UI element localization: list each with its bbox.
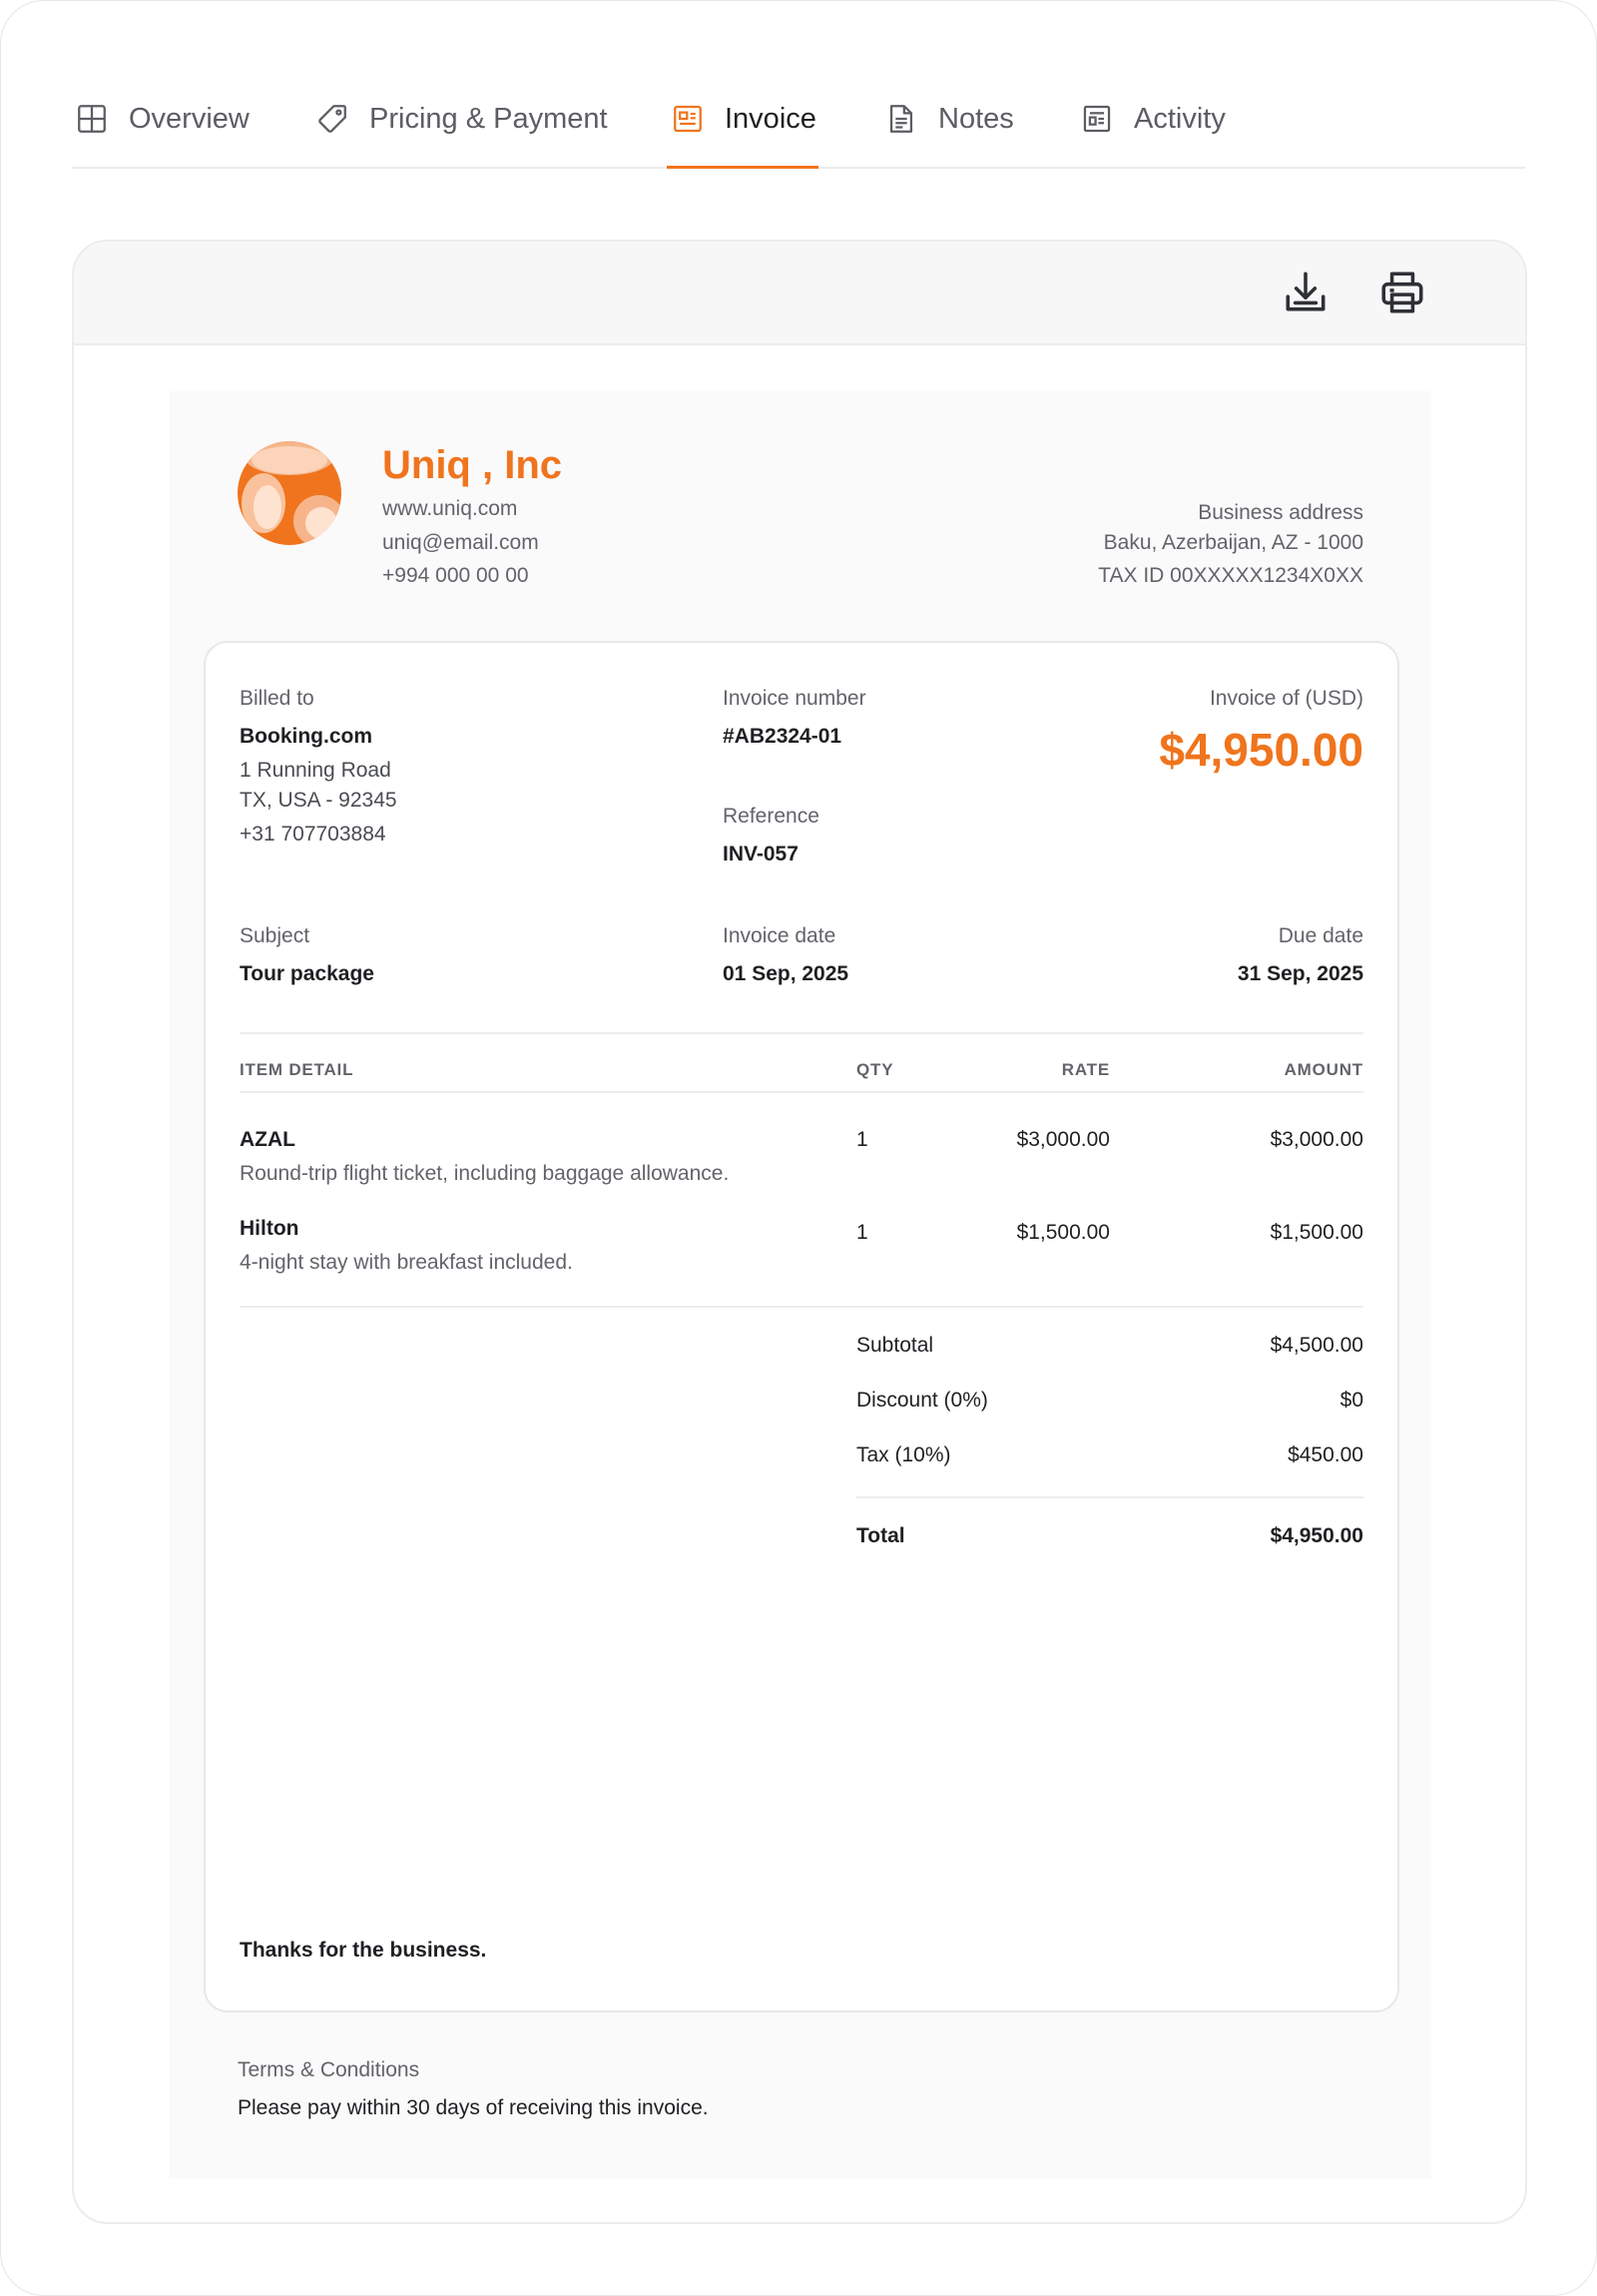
tab-label: Invoice	[725, 103, 816, 135]
header-rate: RATE	[1061, 1060, 1110, 1079]
invoice-number-label: Invoice number	[723, 687, 866, 710]
tab-invoice[interactable]	[671, 88, 816, 167]
terms-text: Please pay within 30 days of receiving this invoice.	[238, 2096, 709, 2119]
item-rate: $1,500.00	[1016, 1221, 1110, 1244]
tax-value: $450.00	[1288, 1443, 1363, 1466]
tag-icon	[315, 102, 349, 136]
tax-id: TAX ID 00XXXXX1234X0XX	[1098, 564, 1363, 587]
item-qty: 1	[856, 1221, 868, 1244]
invoice-details-panel	[204, 641, 1399, 2012]
invoice-icon	[671, 102, 705, 136]
terms-title: Terms & Conditions	[238, 2058, 420, 2081]
subtotal-value: $4,500.00	[1270, 1334, 1363, 1357]
billed-to-label: Billed to	[240, 687, 314, 710]
print-button[interactable]	[1377, 268, 1427, 317]
invoice-document	[170, 391, 1431, 2178]
tab-bar	[72, 88, 1525, 169]
tab-label: Notes	[938, 103, 1014, 135]
company-name: Uniq , Inc	[382, 443, 562, 487]
billed-to-phone: +31 707703884	[240, 823, 386, 846]
download-icon	[1281, 268, 1331, 317]
item-name: Hilton	[240, 1217, 299, 1240]
printer-icon	[1377, 268, 1427, 317]
company-website: www.uniq.com	[382, 497, 518, 520]
business-address-label: Business address	[1198, 501, 1363, 524]
company-phone: +994 000 00 00	[382, 564, 529, 587]
billed-to-name: Booking.com	[240, 725, 373, 748]
reference-label: Reference	[723, 805, 819, 828]
total-label: Total	[856, 1524, 905, 1547]
tax-label: Tax (10%)	[856, 1443, 951, 1466]
header-amount: AMOUNT	[1284, 1060, 1363, 1079]
tab-label: Overview	[129, 103, 250, 135]
download-button[interactable]	[1281, 268, 1331, 317]
tab-label: Activity	[1134, 103, 1226, 135]
tab-notes[interactable]	[884, 88, 1014, 167]
divider	[240, 1091, 1363, 1093]
item-rate: $3,000.00	[1016, 1128, 1110, 1151]
due-date-label: Due date	[1278, 924, 1363, 947]
thanks-note: Thanks for the business.	[240, 1939, 487, 1962]
divider	[240, 1032, 1363, 1034]
item-description: 4-night stay with breakfast included.	[240, 1251, 573, 1274]
invoice-amount: $4,950.00	[1159, 724, 1363, 776]
invoice-card	[72, 240, 1527, 2224]
item-amount: $3,000.00	[1270, 1128, 1363, 1151]
invoice-date: 01 Sep, 2025	[723, 962, 849, 985]
header-qty: QTY	[856, 1060, 894, 1079]
reference-value: INV-057	[723, 843, 798, 865]
item-amount: $1,500.00	[1270, 1221, 1363, 1244]
item-qty: 1	[856, 1128, 868, 1151]
business-address: Baku, Azerbaijan, AZ - 1000	[1103, 531, 1363, 554]
company-email: uniq@email.com	[382, 531, 539, 554]
tab-activity[interactable]	[1080, 88, 1226, 167]
document-icon	[884, 102, 918, 136]
invoice-number: #AB2324-01	[723, 725, 842, 748]
discount-label: Discount (0%)	[856, 1389, 988, 1412]
company-logo	[238, 441, 341, 545]
total-value: $4,950.00	[1270, 1524, 1363, 1547]
due-date: 31 Sep, 2025	[1237, 962, 1363, 985]
invoice-toolbar	[74, 242, 1525, 345]
grid-icon	[75, 102, 109, 136]
tab-label: Pricing & Payment	[369, 103, 608, 135]
billed-to-street: 1 Running Road	[240, 759, 391, 782]
tab-pricing-payment[interactable]	[315, 88, 608, 167]
subject-label: Subject	[240, 924, 310, 947]
divider	[240, 1306, 1363, 1308]
tab-overview[interactable]	[75, 88, 250, 167]
subject-value: Tour package	[240, 962, 374, 985]
activity-icon	[1080, 102, 1114, 136]
item-description: Round-trip flight ticket, including baggage allowance.	[240, 1162, 730, 1185]
discount-value: $0	[1339, 1389, 1363, 1412]
divider	[856, 1496, 1363, 1498]
invoice-amount-label: Invoice of (USD)	[1209, 687, 1363, 710]
invoice-date-label: Invoice date	[723, 924, 836, 947]
header-item-detail: ITEM DETAIL	[240, 1060, 354, 1079]
subtotal-label: Subtotal	[856, 1334, 934, 1357]
item-name: AZAL	[240, 1128, 295, 1151]
billed-to-city: TX, USA - 92345	[240, 789, 397, 812]
